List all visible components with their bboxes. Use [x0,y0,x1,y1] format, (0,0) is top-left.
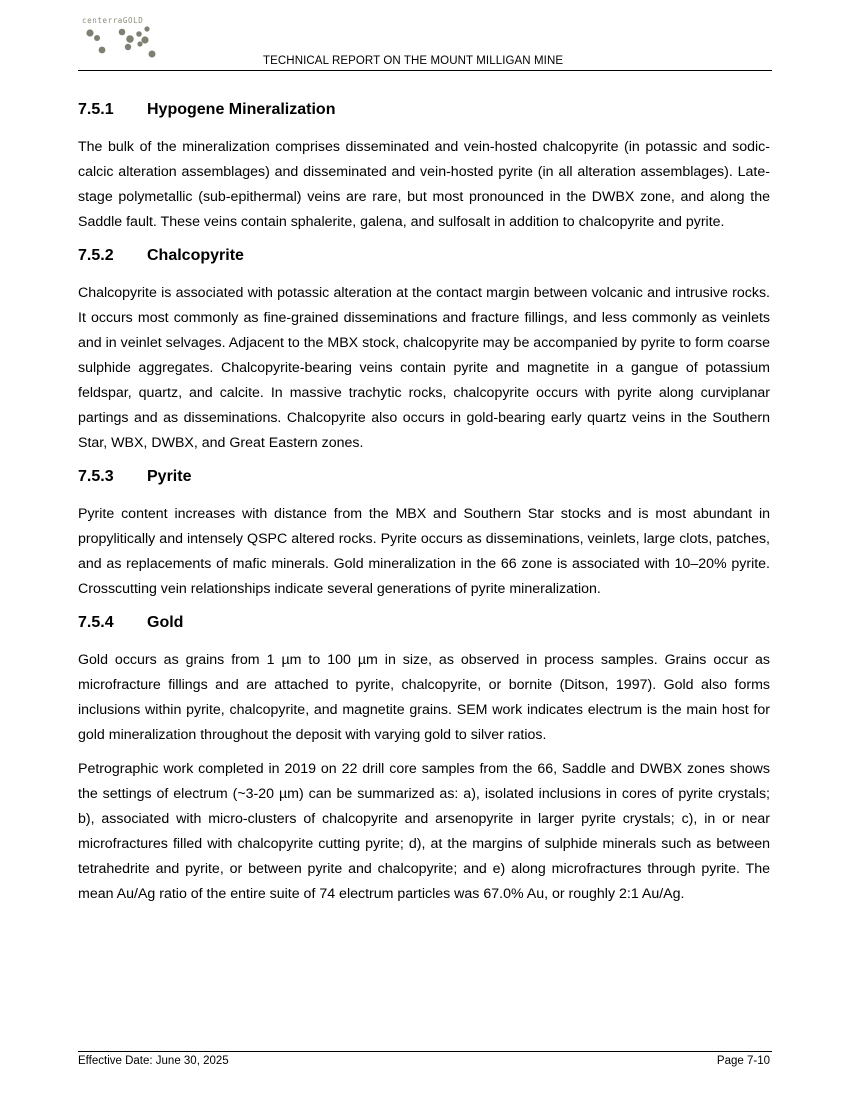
header-divider [78,70,772,71]
section-title: Chalcopyrite [147,247,244,264]
section-7-5-4 [78,609,770,907]
footer-divider [78,1051,772,1052]
section-7-5-2 [78,242,770,463]
section-heading [78,96,770,124]
paragraph: Chalcopyrite is associated with potassic alteration at the contact margin between volcanic and intrusive rocks. It occurs most commonly as fine-grained disseminations and fracture fillings, and less commonly as veinlets and in veinlet selvages. Adjacent to the MBX stock, chalcopyrite may be accompanied by pyrite to form coarse sulphide aggregates. Chalcopyrite-bearing veins contain pyrite and magnetite in a gangue of potassium feldspar, quartz, and calcite. In massive trachytic rocks, chalcopyrite occurs with pyrite along curviplanar partings and as disseminations. Chalcopyrite also occurs in gold-bearing early quartz veins in the Southern Star, WBX, DWBX, and Great Eastern zones. [78,285,770,451]
section-title: Gold [147,614,184,631]
section-7-5-1 [78,96,770,242]
paragraph: The bulk of the mineralization comprises disseminated and vein-hosted chalcopyrite (in potassic and sodic-calcic alteration assemblages) and disseminated and vein-hosted pyrite (in all alteration assemblages). Late-stage polymetallic (sub-epithermal) veins are rare, but most pronounced in the DWBX zone, and along the Saddle fault. These veins contain sphalerite, galena, and sulfosalt in addition to chalcopyrite and pyrite. [78,139,770,230]
page-number: Page 7-10 [716,1055,770,1067]
section-number: 7.5.4 [78,614,114,631]
section-title: Hypogene Mineralization [147,101,336,118]
section-number: 7.5.2 [78,247,114,264]
logo-dots-icon [82,25,172,61]
paragraph: Pyrite content increases with distance from the MBX and Southern Star stocks and is most abundant in propylitically and intensely QSPC altered rocks. Pyrite occurs as disseminations, veinlets, large clots, patches, and as replacements of mafic minerals. Gold mineralization in the 66 zone is associated with 10–20% pyrite. Crosscutting vein relationships indicate several generations of pyrite mineralization. [78,506,770,597]
effective-date: Effective Date: June 30, 2025 [78,1055,229,1067]
section-heading [78,242,770,270]
document-body [78,96,770,907]
section-heading [78,463,770,491]
report-header-title: TECHNICAL REPORT ON THE MOUNT MILLIGAN MINE [263,55,564,67]
logo-text: centerraGOLD [82,16,144,25]
section-number: 7.5.1 [78,101,114,118]
section-heading [78,609,770,637]
section-number: 7.5.3 [78,468,114,485]
section-title: Pyrite [147,468,192,485]
section-7-5-3 [78,463,770,609]
paragraph: Petrographic work completed in 2019 on 22 drill core samples from the 66, Saddle and DWBX zones shows the settings of electrum (~3-20 µm) can be summarized as: a), isolated inclusions in cores of pyrite crystals; b), associated with micro-clusters of chalcopyrite and arsenopyrite in larger pyrite crystals; c), in or near microfractures filled with chalcopyrite cutting pyrite; d), at the margins of sulphide minerals such as between tetrahedrite and pyrite, or between pyrite and chalcopyrite; and e) along microfractures through pyrite. The mean Au/Ag ratio of the entire suite of 74 electrum particles was 67.0% Au, or roughly 2:1 Au/Ag. [78,761,770,902]
paragraph: Gold occurs as grains from 1 µm to 100 µm in size, as observed in process samples. Grains occur as microfracture fillings and are attached to pyrite, chalcopyrite, or bornite (Ditson, 1997). Gold also forms inclusions within pyrite, chalcopyrite, and magnetite grains. SEM work indicates electrum is the main host for gold mineralization throughout the deposit with varying gold to silver ratios. [78,652,770,743]
company-logo [82,16,172,62]
